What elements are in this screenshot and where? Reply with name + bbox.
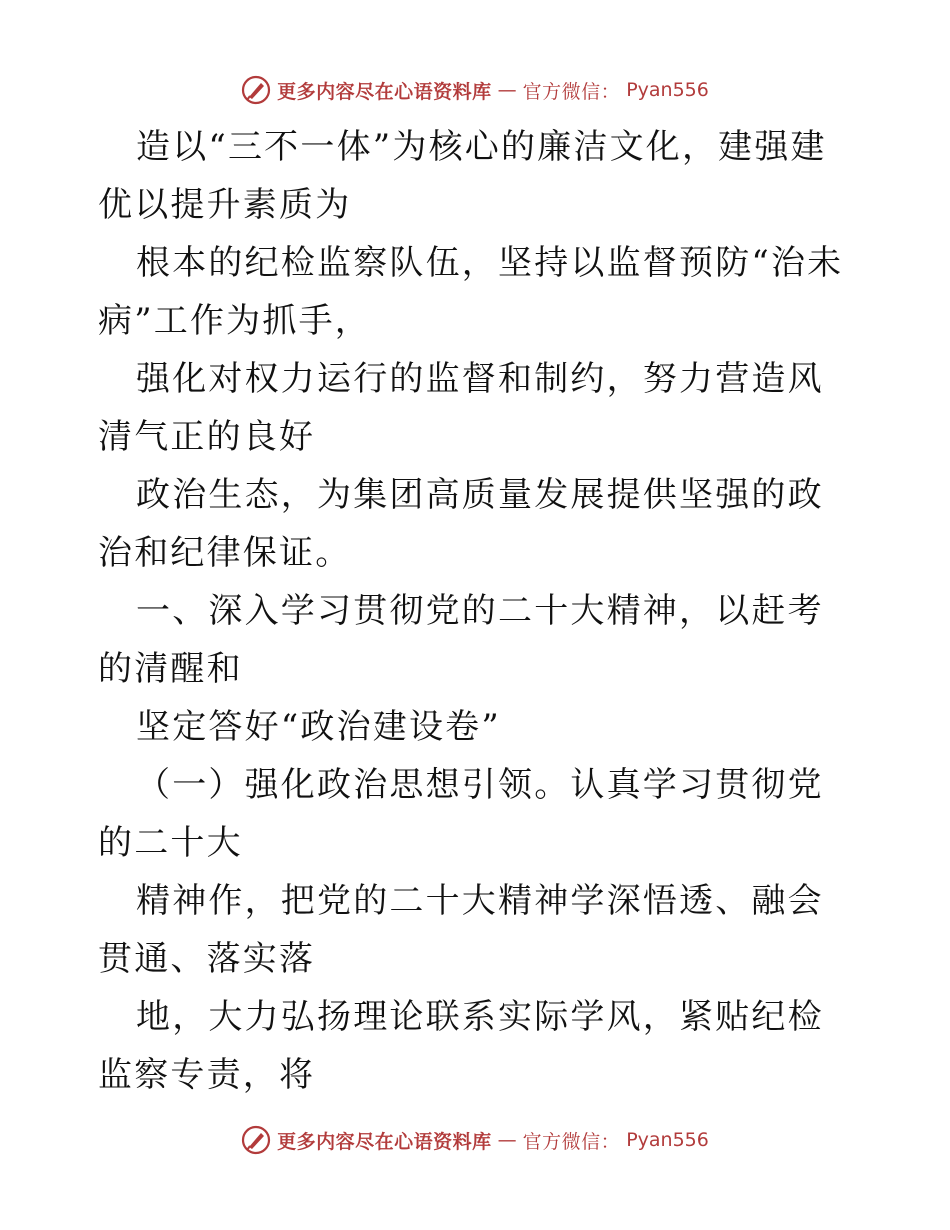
section-heading-continued: 坚定答好“政治建设卷” [136, 707, 501, 747]
section-heading: 一、深入学习贯彻党的二十大精神，以赶考的清醒和 [98, 591, 824, 689]
paragraph: 地，大力弘扬理论联系实际学风，紧贴纪检监察专责，将 [98, 997, 824, 1095]
watermark-main-text: 更多内容尽在心语资料库 [277, 1130, 492, 1153]
watermark-wechat-id: Pyan556 [626, 1129, 709, 1151]
quill-pen-logo-icon [241, 1125, 271, 1155]
watermark-official-label: 官方微信： [522, 80, 621, 103]
watermark-group [241, 75, 709, 105]
footer-watermark-banner [0, 1120, 950, 1160]
watermark-official-label: 官方微信： [522, 1130, 621, 1153]
subsection-heading: （一）强化政治思想引领。认真学习贯彻党的二十大 [98, 765, 824, 863]
quill-pen-logo-icon [241, 75, 271, 105]
paragraph: 强化对权力运行的监督和制约，努力营造风清气正的良好 [98, 359, 824, 457]
paragraph: 根本的纪检监察队伍，坚持以监督预防“治未病”工作为抓手， [98, 243, 844, 341]
paragraph: 造以“三不一体”为核心的廉洁文化，建强建优以提升素质为 [98, 127, 827, 225]
paragraph: 政治生态，为集团高质量发展提供坚强的政治和纪律保证。 [98, 475, 824, 573]
document-body [98, 118, 858, 1104]
watermark-wechat-id: Pyan556 [626, 79, 709, 101]
paragraph: 精神作，把党的二十大精神学深悟透、融会贯通、落实落 [98, 881, 824, 979]
watermark-dash: — [497, 79, 517, 101]
watermark-dash: — [497, 1129, 517, 1151]
watermark-main-text: 更多内容尽在心语资料库 [277, 80, 492, 103]
watermark-group [241, 1125, 709, 1155]
header-watermark-banner [0, 70, 950, 110]
